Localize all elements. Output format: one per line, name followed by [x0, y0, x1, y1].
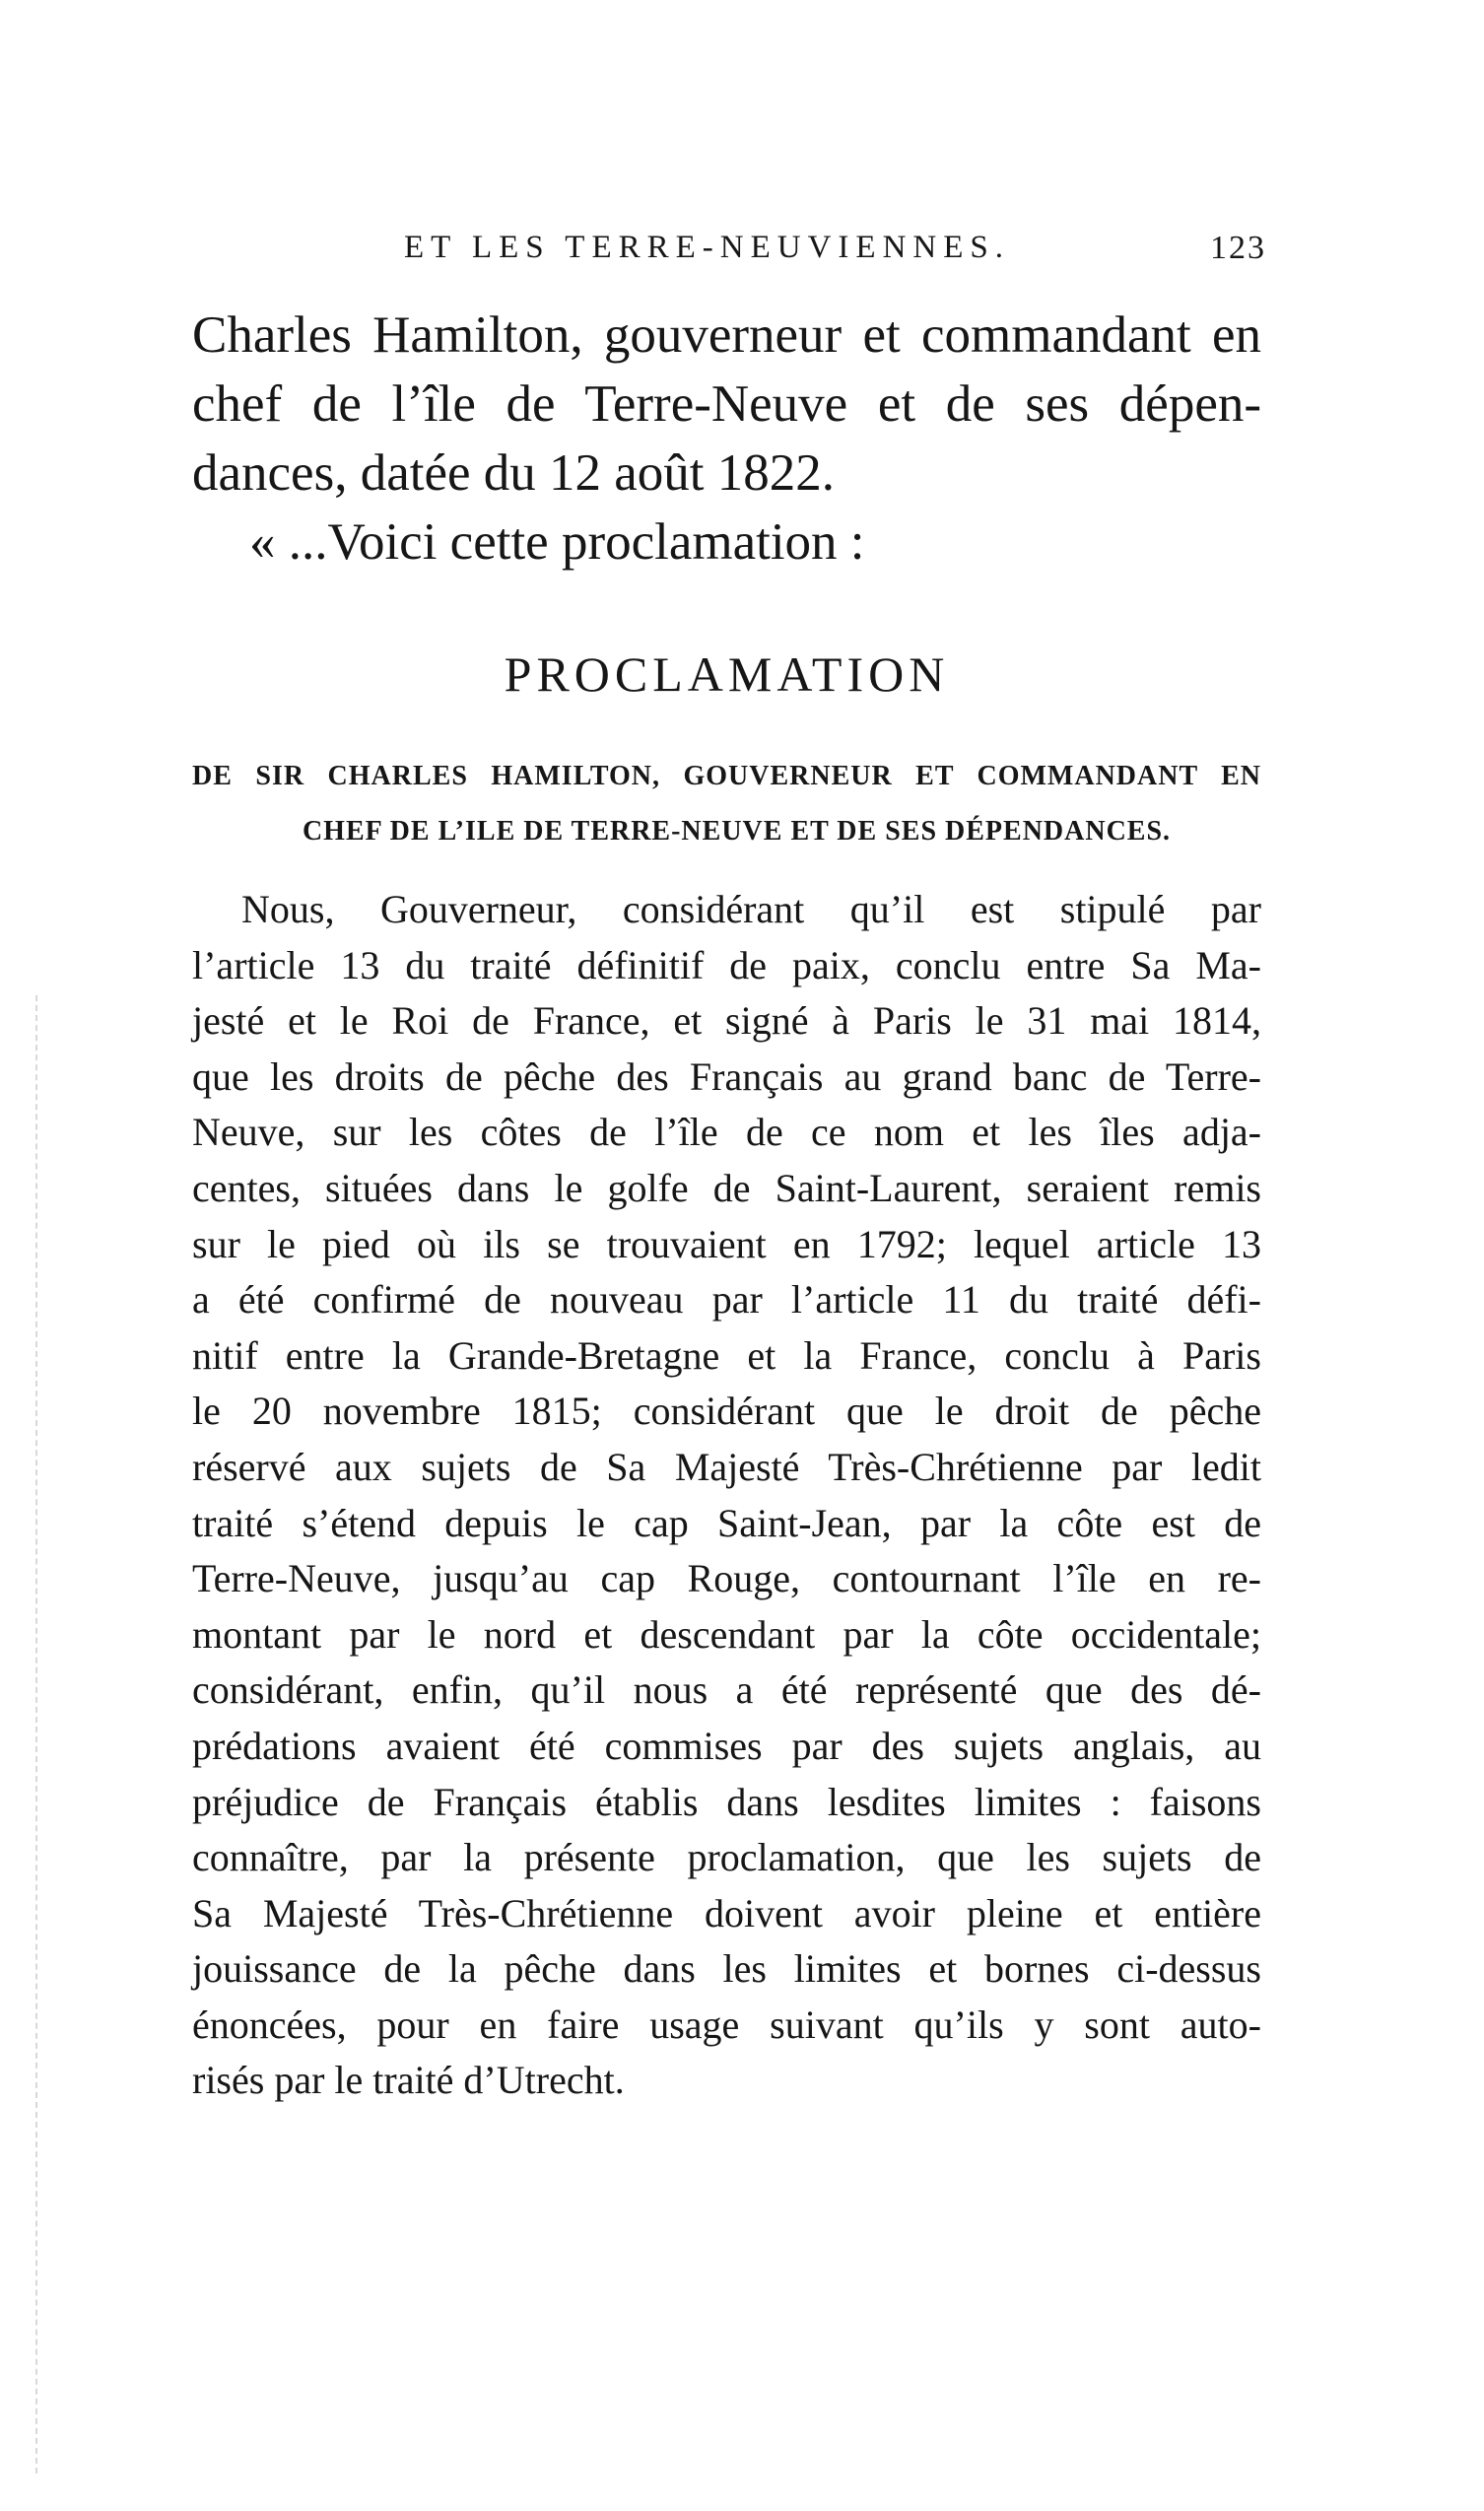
body-line: prédations avaient été commises par des sujets anglais, au	[192, 1723, 1261, 1768]
body-line: l’article 13 du traité définitif de paix, conclu entre Sa Ma-	[192, 942, 1261, 987]
body-line: centes, situées dans le golfe de Saint-Laurent, seraient remis	[192, 1165, 1261, 1210]
intro-quote-line: « ...Voici cette proclamation :	[249, 513, 865, 571]
body-line: traité s’étend depuis le cap Saint-Jean, par la côte est de	[192, 1500, 1261, 1545]
running-head	[192, 222, 1266, 281]
body-line: considérant, enfin, qu’il nous a été représenté que des dé-	[192, 1667, 1261, 1713]
body-line: jouissance de la pêche dans les limites et bornes ci-dessus	[192, 1946, 1261, 1992]
body-line: a été confirmé de nouveau par l’article 11 du traité défi-	[192, 1277, 1261, 1323]
intro-line: Charles Hamilton, gouverneur et commandant en	[192, 306, 1261, 364]
running-title: ET LES TERRE-NEUVIENNES.	[404, 230, 1010, 265]
intro-paragraph	[192, 301, 1261, 577]
intro-line: chef de l’île de Terre-Neuve et de ses dépen-	[192, 375, 1261, 433]
body-line: sur le pied où ils se trouvaient en 1792; lequel article 13	[192, 1221, 1261, 1266]
body-line: risés par le traité d’Utrecht.	[192, 2058, 625, 2103]
proclamation-title: PROCLAMATION	[504, 646, 950, 702]
body-line: énoncées, pour en faire usage suivant qu’ils y sont auto-	[192, 2002, 1261, 2047]
body-line: Nous, Gouverneur, considérant qu’il est stipulé par	[241, 887, 1261, 931]
proclamation-body	[192, 882, 1261, 2109]
body-line: montant par le nord et descendant par la côte occidentale;	[192, 1611, 1261, 1657]
body-line: le 20 novembre 1815; considérant que le droit de pêche	[192, 1389, 1261, 1434]
subtitle-line: DE SIR CHARLES HAMILTON, GOUVERNEUR ET COMMANDANT EN	[192, 761, 1261, 791]
body-line: Sa Majesté Très-Chrétienne doivent avoir pleine et entière	[192, 1890, 1261, 1935]
proclamation-subtitle	[192, 749, 1261, 859]
page-number: 123	[1210, 230, 1266, 266]
body-line: préjudice de Français établis dans lesdites limites : faisons	[192, 1779, 1261, 1824]
body-line: jesté et le Roi de France, et signé à Paris le 31 mai 1814,	[192, 998, 1261, 1044]
binding-edge-marks	[35, 995, 37, 2474]
subtitle-line: CHEF DE L’ILE DE TERRE-NEUVE ET DE SES DÉPENDANCES.	[302, 816, 1172, 847]
body-line: réservé aux sujets de Sa Majesté Très-Chrétienne par ledit	[192, 1444, 1261, 1489]
body-line: connaître, par la présente proclamation, que les sujets de	[192, 1835, 1261, 1880]
body-line: Terre-Neuve, jusqu’au cap Rouge, contournant l’île en re-	[192, 1556, 1261, 1601]
body-line: que les droits de pêche des Français au grand banc de Terre-	[192, 1053, 1261, 1099]
body-line: Neuve, sur les côtes de l’île de ce nom et les îles adja-	[192, 1110, 1261, 1155]
body-line: nitif entre la Grande-Bretagne et la France, conclu à Paris	[192, 1332, 1261, 1378]
intro-line: dances, datée du 12 août 1822.	[192, 444, 835, 502]
